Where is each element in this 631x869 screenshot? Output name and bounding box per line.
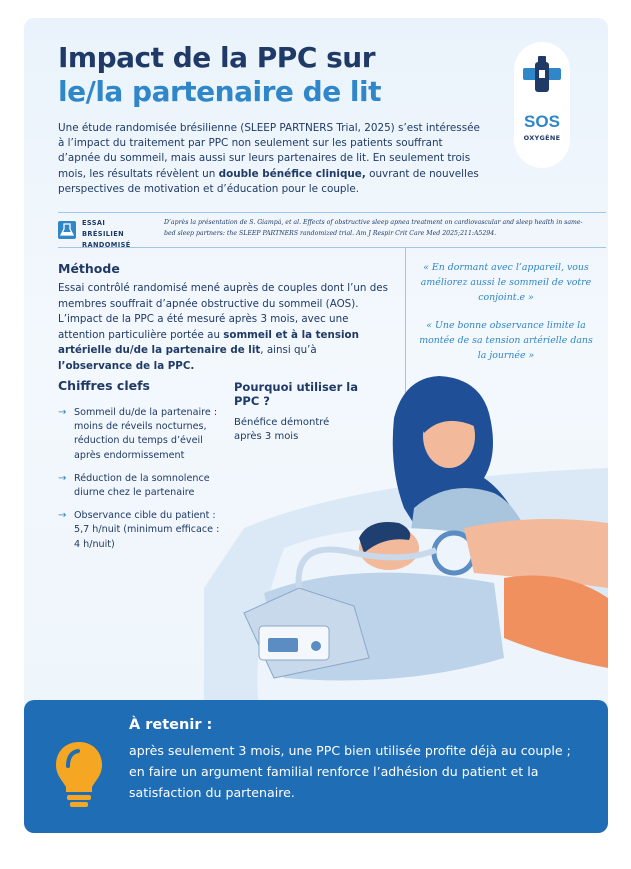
retenir-title: À retenir : [129,717,213,733]
pourquoi-text: Bénéfice démontré après 3 mois [234,417,330,443]
retenir-text: après seulement 3 mois, une PPC bien utilisée profite déjà au couple ; en faire un argument familial renforce l’adhésion du patient et la satisfaction du partenaire. [129,743,571,800]
sos-oxygene-logo [514,42,570,168]
page-title-line2: le/la partenaire de lit [58,75,382,108]
logo-subtitle: OXYGÈNE [523,134,561,142]
study-type-label: ESSAI BRÉSILIEN RANDOMISÉ [82,219,131,249]
quote-sleep: « En dormant avec l’appareil, vous améliorez aussi le sommeil de votre conjoint.e » [420,262,592,303]
list-item: → Réduction de la somnolence diurne chez le partenaire [58,472,210,499]
quote-blood-pressure: « Une bonne observance limite la montée de sa tension artérielle dans la journée » [419,320,593,361]
logo-name: SOS [524,112,560,131]
study-reference: D’après la présentation de S. Giampá, et al. Effects of obstructive sleep apnea treatment on cardiovascular and sleep health in same-bed sleep partners: the SLEEP PARTNERS randomized trial. Am J Respir Crit Care Med 2025;211:A5294. [164,219,583,237]
oxygen-bottle-cross-icon [523,56,561,92]
pourquoi-title: Pourquoi utiliser la PPC ? [234,380,358,408]
study-info-bar [58,212,606,248]
retenir-banner [24,700,608,833]
intro-paragraph: Une étude randomisée brésilienne (SLEEP PARTNERS Trial, 2025) s’est intéressée à l’impact du traitement par PPC non seulement sur les patients souffrant d’apnée du sommeil, mais aussi sur leurs partenaires de lit. En seulement trois mois, les résultats révèlent un double bénéfice clinique, ouvrant de nouvelles perspectives de motivation et d’éducation pour le couple. [58,122,480,195]
infographic-card [24,18,608,738]
couple-cpap-illustration [204,358,608,738]
lightbulb-icon [54,740,104,810]
page-title-line1: Impact de la PPC sur [58,41,376,74]
arrow-right-icon: → [58,510,67,522]
chiffres-clefs-title: Chiffres clefs [58,378,150,393]
list-item: → Observance cible du patient : 5,7 h/nuit (minimum efficace : 4 h/nuit) [58,510,220,550]
flask-icon [58,221,76,239]
arrow-right-icon: → [58,472,67,484]
arrow-right-icon: → [58,407,67,418]
methode-text: Essai contrôlé randomisé mené auprès de couples dont l’un des membres souffrait d’apnée obstructive du sommeil (AOS). L’impact de la PPC a été mesuré après 3 mois, avec une attention particulière portée au sommeil et à la tension artérielle du/de la partenaire de lit, ainsi qu’à l’observance de la PPC. [58,282,388,372]
list-item: → Sommeil du/de la partenaire : moins de réveils nocturnes, réduction du temps d’éveil après endormissement [58,407,218,461]
chiffres-clefs-list [58,406,228,561]
methode-title: Méthode [58,261,120,276]
